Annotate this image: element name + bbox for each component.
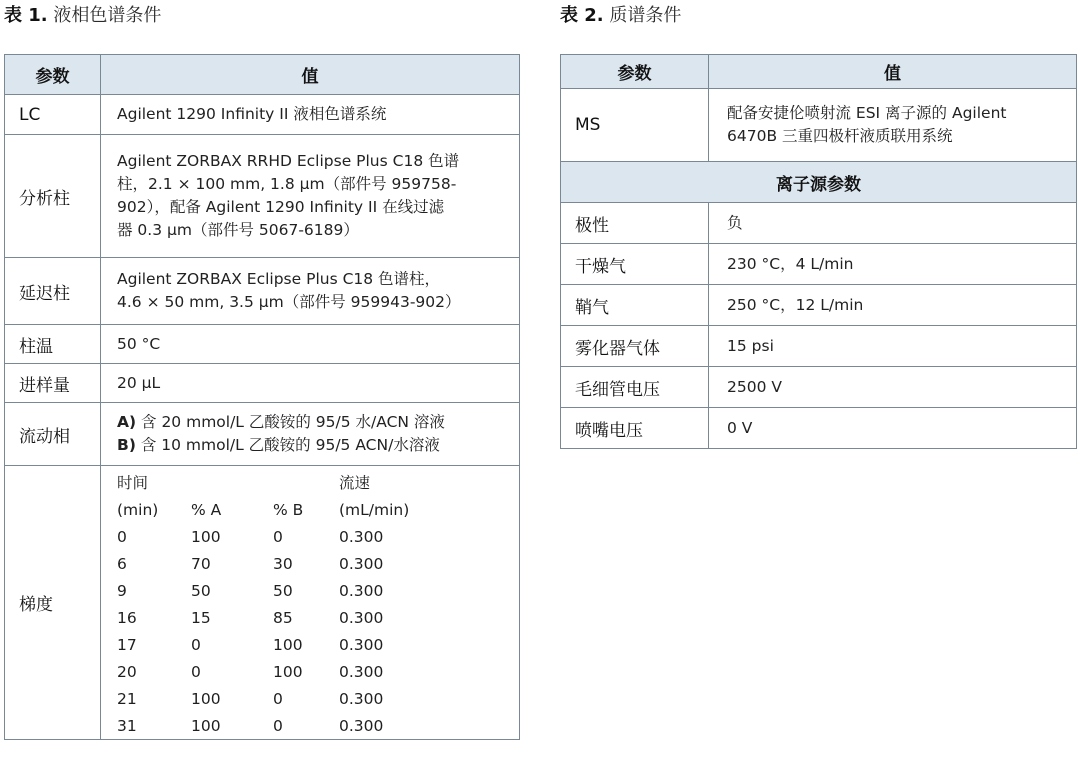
value-cell: 250 °C，12 L/min <box>709 285 1077 326</box>
table-row <box>561 203 1077 244</box>
param-cell: 进样量 <box>5 364 101 403</box>
param-cell: 干燥气 <box>561 244 709 285</box>
table2-caption-title: 质谱条件 <box>609 5 682 26</box>
table-row <box>561 326 1077 367</box>
gradient-header: (min) <box>117 501 159 519</box>
gradient-header: % A <box>191 501 222 519</box>
gradient-value: 0.300 <box>339 690 384 708</box>
gradient-value: 0.300 <box>339 609 384 627</box>
value-line: 器 0.3 µm（部件号 5067-6189） <box>117 221 359 239</box>
gradient-header: 时间 <box>117 474 149 492</box>
gradient-value: 0 <box>273 528 283 546</box>
ion-source-subheader: 离子源参数 <box>561 162 1077 203</box>
table-row <box>561 244 1077 285</box>
gradient-value: 100 <box>191 717 221 735</box>
value-line: 4.6 × 50 mm, 3.5 µm（部件号 959943-902） <box>117 293 461 311</box>
gradient-value: 100 <box>273 663 303 681</box>
phase-text: 含 10 mmol/L 乙酸铵的 95/5 ACN/水溶液 <box>135 436 440 454</box>
gradient-value: 6 <box>117 555 127 573</box>
gradient-header: % B <box>273 501 304 519</box>
gradient-col-time <box>117 470 158 740</box>
value-cell <box>101 258 520 325</box>
table-row <box>561 89 1077 162</box>
value-line: 柱，2.1 × 100 mm, 1.8 µm（部件号 959758- <box>117 175 457 193</box>
gradient-value: 100 <box>273 636 303 654</box>
gradient-value: 30 <box>273 555 293 573</box>
gradient-header: (mL/min) <box>339 501 410 519</box>
value-cell <box>101 403 520 466</box>
param-cell: 流动相 <box>5 403 101 466</box>
gradient-value: 0.300 <box>339 717 384 735</box>
table-row <box>561 285 1077 326</box>
value-cell: 0 V <box>709 408 1077 449</box>
gradient-value: 0.300 <box>339 555 384 573</box>
gradient-value: 0.300 <box>339 636 384 654</box>
param-cell: 雾化器气体 <box>561 326 709 367</box>
table2-caption <box>560 4 681 28</box>
value-cell: 2500 V <box>709 367 1077 408</box>
table1-caption <box>4 4 161 28</box>
table-row <box>5 403 520 466</box>
gradient-value: 0.300 <box>339 663 384 681</box>
gradient-value: 100 <box>191 690 221 708</box>
gradient-value: 0 <box>191 663 201 681</box>
table-row <box>5 466 520 740</box>
phase-label: B) <box>117 436 136 454</box>
value-cell: 负 <box>709 203 1077 244</box>
table-row <box>5 364 520 403</box>
table-header-row <box>5 55 520 95</box>
gradient-header <box>191 470 221 497</box>
value-cell: 20 µL <box>101 364 520 403</box>
gradient-header: 流速 <box>339 474 371 492</box>
gradient-value: 17 <box>117 636 137 654</box>
gradient-value: 20 <box>117 663 137 681</box>
param-cell: 毛细管电压 <box>561 367 709 408</box>
gradient-value: 0 <box>117 528 127 546</box>
value-cell: 230 °C，4 L/min <box>709 244 1077 285</box>
gradient-value: 85 <box>273 609 293 627</box>
table1-caption-number: 表 1. <box>4 5 48 26</box>
value-cell: 15 psi <box>709 326 1077 367</box>
gradient-col-pct-a <box>191 470 221 740</box>
lc-conditions-table <box>4 54 520 740</box>
param-cell: 鞘气 <box>561 285 709 326</box>
param-cell: 喷嘴电压 <box>561 408 709 449</box>
table-header-row <box>561 55 1077 89</box>
gradient-value: 0 <box>273 717 283 735</box>
header-param: 参数 <box>5 55 101 95</box>
param-cell: 延迟柱 <box>5 258 101 325</box>
value-line: Agilent ZORBAX RRHD Eclipse Plus C18 色谱 <box>117 152 460 170</box>
value-line: 6470B 三重四极杆液质联用系统 <box>727 127 953 145</box>
gradient-value: 31 <box>117 717 137 735</box>
subheader-row <box>561 162 1077 203</box>
gradient-cell <box>101 466 520 740</box>
gradient-value: 21 <box>117 690 137 708</box>
table1-caption-title: 液相色谱条件 <box>53 5 162 26</box>
gradient-col-flow <box>339 470 409 740</box>
param-cell: MS <box>561 89 709 162</box>
table-row <box>5 95 520 135</box>
value-cell <box>101 135 520 258</box>
phase-label: A) <box>117 413 137 431</box>
gradient-value: 0 <box>191 636 201 654</box>
param-cell: LC <box>5 95 101 135</box>
gradient-value: 0.300 <box>339 528 384 546</box>
mobile-phase-a <box>117 411 513 434</box>
gradient-value: 0.300 <box>339 582 384 600</box>
value-line: 配备安捷伦喷射流 ESI 离子源的 Agilent <box>727 104 1007 122</box>
gradient-table <box>101 466 519 739</box>
gradient-value: 100 <box>191 528 221 546</box>
table-row <box>561 408 1077 449</box>
table2-caption-number: 表 2. <box>560 5 604 26</box>
param-cell: 柱温 <box>5 325 101 364</box>
value-line: 902），配备 Agilent 1290 Infinity II 在线过滤 <box>117 198 445 216</box>
param-cell: 分析柱 <box>5 135 101 258</box>
param-cell: 极性 <box>561 203 709 244</box>
gradient-value: 0 <box>273 690 283 708</box>
header-value: 值 <box>101 55 520 95</box>
header-param: 参数 <box>561 55 709 89</box>
value-line: Agilent ZORBAX Eclipse Plus C18 色谱柱， <box>117 270 441 288</box>
gradient-col-pct-b <box>273 470 303 740</box>
gradient-header <box>273 470 303 497</box>
header-value: 值 <box>709 55 1077 89</box>
mobile-phase-b <box>117 434 513 457</box>
gradient-value: 16 <box>117 609 137 627</box>
gradient-value: 50 <box>191 582 211 600</box>
table-row <box>5 325 520 364</box>
gradient-value: 70 <box>191 555 211 573</box>
table-row <box>561 367 1077 408</box>
table-row <box>5 135 520 258</box>
phase-text: 含 20 mmol/L 乙酸铵的 95/5 水/ACN 溶液 <box>136 413 445 431</box>
param-cell: 梯度 <box>5 466 101 740</box>
value-cell: Agilent 1290 Infinity II 液相色谱系统 <box>101 95 520 135</box>
gradient-value: 50 <box>273 582 293 600</box>
gradient-value: 15 <box>191 609 211 627</box>
table-row <box>5 258 520 325</box>
ms-conditions-table <box>560 54 1077 449</box>
value-cell: 50 °C <box>101 325 520 364</box>
gradient-value: 9 <box>117 582 127 600</box>
value-cell <box>709 89 1077 162</box>
